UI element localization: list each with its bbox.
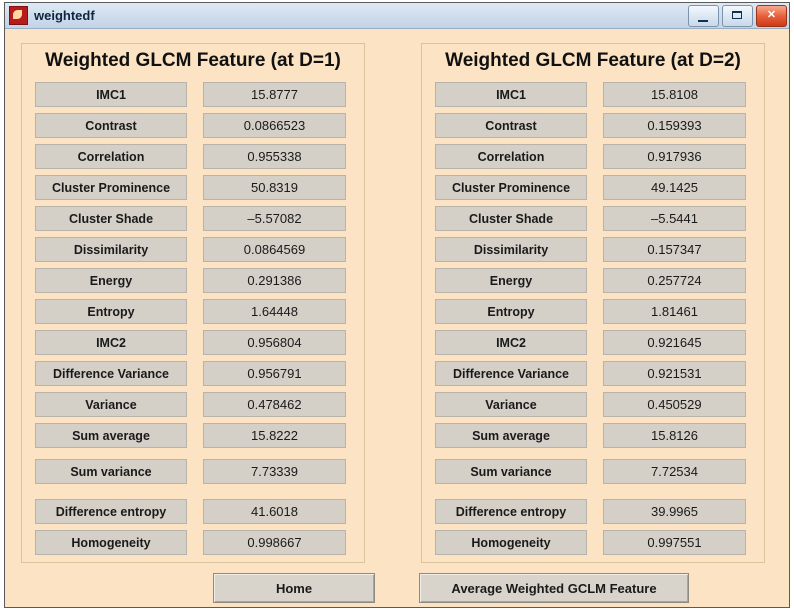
feature-value: –5.5441 <box>603 206 746 231</box>
feature-value: –5.57082 <box>203 206 346 231</box>
feature-value: 0.921645 <box>603 330 746 355</box>
feature-label: Difference Variance <box>435 361 587 386</box>
feature-value: 0.955338 <box>203 144 346 169</box>
table-row <box>22 459 364 490</box>
maximize-button[interactable] <box>722 5 753 27</box>
feature-label: Energy <box>35 268 187 293</box>
feature-label: Dissimilarity <box>435 237 587 262</box>
feature-value: 0.291386 <box>203 268 346 293</box>
title-bar <box>5 3 789 29</box>
home-button[interactable]: Home <box>213 573 375 603</box>
table-row <box>22 268 364 299</box>
feature-label: IMC1 <box>435 82 587 107</box>
application-window <box>4 2 790 608</box>
panel-d2-rows <box>422 82 764 560</box>
table-row <box>422 361 764 392</box>
feature-label: IMC1 <box>35 82 187 107</box>
table-row <box>22 113 364 144</box>
feature-value: 0.998667 <box>203 530 346 555</box>
feature-value: 0.956791 <box>203 361 346 386</box>
table-row <box>422 423 764 454</box>
feature-label: Cluster Prominence <box>435 175 587 200</box>
table-row <box>22 175 364 206</box>
feature-label: Correlation <box>435 144 587 169</box>
window-client-area <box>5 29 789 607</box>
window-controls <box>688 5 787 27</box>
feature-value: 15.8777 <box>203 82 346 107</box>
matlab-figure-icon <box>9 6 28 25</box>
feature-label: Cluster Shade <box>35 206 187 231</box>
feature-value: 1.81461 <box>603 299 746 324</box>
table-row <box>422 530 764 561</box>
feature-value: 15.8222 <box>203 423 346 448</box>
table-row <box>422 268 764 299</box>
feature-label: Contrast <box>435 113 587 138</box>
feature-label: Energy <box>435 268 587 293</box>
feature-label: Variance <box>435 392 587 417</box>
panel-d1-title: Weighted GLCM Feature (at D=1) <box>45 50 341 71</box>
table-row <box>22 392 364 423</box>
feature-label: Sum variance <box>35 459 187 484</box>
feature-label: Sum average <box>435 423 587 448</box>
table-row <box>422 144 764 175</box>
feature-value: 49.1425 <box>603 175 746 200</box>
feature-value: 7.73339 <box>203 459 346 484</box>
table-row <box>422 206 764 237</box>
feature-label: Contrast <box>35 113 187 138</box>
table-row <box>422 499 764 530</box>
minimize-icon <box>698 20 708 22</box>
table-row <box>422 299 764 330</box>
feature-label: IMC2 <box>435 330 587 355</box>
feature-value: 0.921531 <box>603 361 746 386</box>
table-row <box>22 330 364 361</box>
feature-value: 0.450529 <box>603 392 746 417</box>
feature-label: Difference Variance <box>35 361 187 386</box>
feature-label: Difference entropy <box>435 499 587 524</box>
table-row <box>422 392 764 423</box>
panel-d2 <box>421 43 765 563</box>
button-bar <box>5 573 789 613</box>
table-row <box>22 237 364 268</box>
feature-value: 50.8319 <box>203 175 346 200</box>
window-title: weightedf <box>34 8 95 23</box>
maximize-icon <box>732 11 742 19</box>
table-row <box>22 206 364 237</box>
feature-label: IMC2 <box>35 330 187 355</box>
feature-value: 0.478462 <box>203 392 346 417</box>
feature-label: Entropy <box>435 299 587 324</box>
feature-label: Homogeneity <box>435 530 587 555</box>
feature-value: 0.157347 <box>603 237 746 262</box>
table-row <box>422 175 764 206</box>
feature-value: 0.159393 <box>603 113 746 138</box>
feature-value: 0.0866523 <box>203 113 346 138</box>
feature-value: 0.956804 <box>203 330 346 355</box>
table-row <box>422 82 764 113</box>
feature-value: 0.997551 <box>603 530 746 555</box>
feature-value: 1.64448 <box>203 299 346 324</box>
table-row <box>22 361 364 392</box>
feature-label: Cluster Shade <box>435 206 587 231</box>
panel-d1 <box>21 43 365 563</box>
table-row <box>422 113 764 144</box>
feature-label: Sum average <box>35 423 187 448</box>
table-row <box>22 82 364 113</box>
feature-label: Cluster Prominence <box>35 175 187 200</box>
minimize-button[interactable] <box>688 5 719 27</box>
feature-value: 39.9965 <box>603 499 746 524</box>
feature-label: Dissimilarity <box>35 237 187 262</box>
table-row <box>22 144 364 175</box>
table-row <box>22 299 364 330</box>
table-row <box>422 237 764 268</box>
feature-label: Entropy <box>35 299 187 324</box>
table-row <box>22 499 364 530</box>
feature-value: 15.8126 <box>603 423 746 448</box>
feature-value: 0.917936 <box>603 144 746 169</box>
feature-value: 0.0864569 <box>203 237 346 262</box>
feature-value: 15.8108 <box>603 82 746 107</box>
feature-label: Correlation <box>35 144 187 169</box>
feature-label: Variance <box>35 392 187 417</box>
feature-value: 41.6018 <box>203 499 346 524</box>
panel-d2-title: Weighted GLCM Feature (at D=2) <box>445 50 741 71</box>
feature-label: Difference entropy <box>35 499 187 524</box>
feature-label: Homogeneity <box>35 530 187 555</box>
panel-d1-rows <box>22 82 364 560</box>
close-button[interactable]: ✕ <box>756 5 787 27</box>
feature-value: 0.257724 <box>603 268 746 293</box>
table-row <box>422 330 764 361</box>
average-weighted-gclm-feature-button[interactable]: Average Weighted GCLM Feature <box>419 573 689 603</box>
table-row <box>22 530 364 561</box>
feature-value: 7.72534 <box>603 459 746 484</box>
table-row <box>22 423 364 454</box>
table-row <box>422 459 764 490</box>
feature-label: Sum variance <box>435 459 587 484</box>
